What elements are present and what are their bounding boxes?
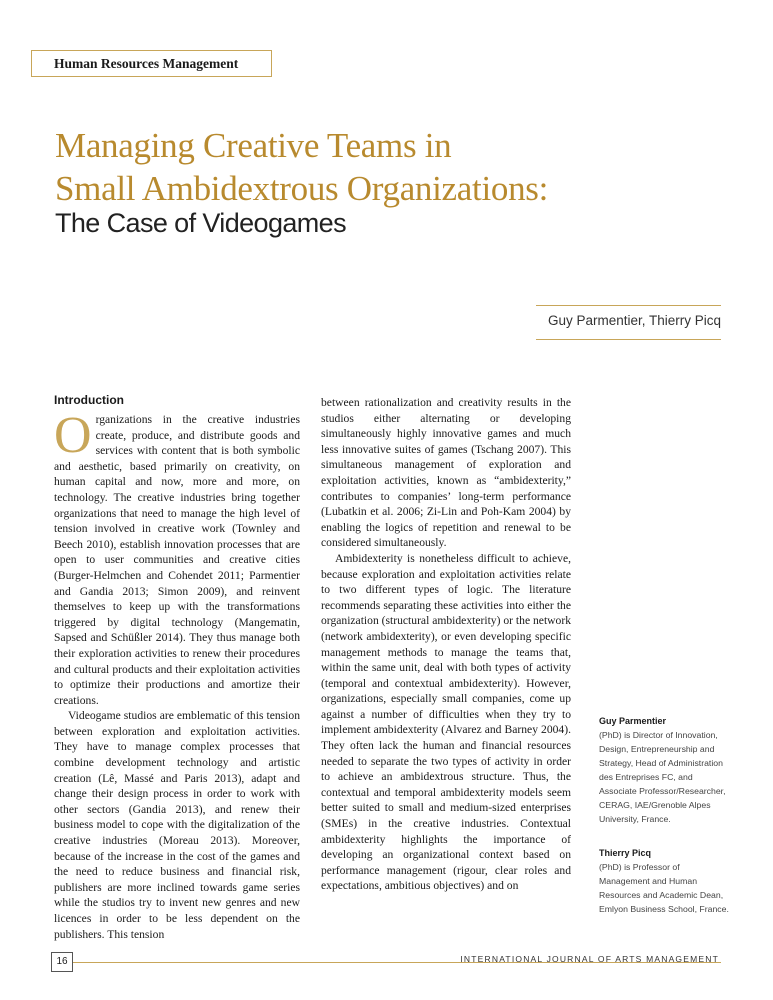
- paragraph-text: rganizations in the creative industries create, produce, and distribute goods and services with content that is both symbolic and aesthetic, based primarily on creativity, on human capital and now, more and more, on technology. The creative industries bring together organizations that need to manage the high level of tension involved in creative work (Townley and Beech 2010), establish innovation processes that are open to user communities and creative cities (Burger-Helmchen and Cohendet 2011; Parmentier and Gandia 2013; Simon 2009), and reinvent themselves to keep up with the transformations triggered by digital technology (Mangematin, Sapsed and Schüßler 2014). They thus manage both their exploration activities to renew their procedures and cultural products and their exploitation activities to optimize their productions and amortize their creations.: [54, 413, 300, 707]
- authors: Guy Parmentier, Thierry Picq: [547, 313, 721, 328]
- drop-cap: O: [54, 407, 92, 464]
- bio-name: Guy Parmentier: [599, 716, 667, 726]
- bio-text: (PhD) is Director of Innovation, Design, Entrepreneurship and Strategy, Head of Administration des Entreprises FC, and Associate Professor/Researcher, CERAG, IAE/Grenoble Alpes University, France.: [599, 730, 726, 824]
- author-bio-picq: [599, 846, 731, 916]
- intro-heading: Introduction: [54, 393, 124, 407]
- author-rule-top: [536, 305, 721, 306]
- section-tag: [31, 50, 272, 77]
- title-line-2: Small Ambidextrous Organizations:: [55, 169, 549, 208]
- article-title: [55, 124, 735, 210]
- paragraph: Videogame studios are emblematic of this tension between exploration and exploitation activities. They have to manage complex processes that combine development technology and artistic creation (Lê, Massé and Paris 2013), adapt and change their design process in order to work with other sectors (Gandia 2013), and renew their business model to cope with the digitalization of the creative industries (Moreau 2013). Moreover, because of the increase in the cost of the games and the need to reduce business and financial risk, publishers are more inclined towards game series while the studios try to invent new genres and new licences in order to be less dependent on the publishers. This tension: [54, 709, 300, 941]
- author-bio-parmentier: [599, 714, 731, 826]
- journal-name: INTERNATIONAL JOURNAL OF ARTS MANAGEMENT: [460, 954, 719, 964]
- bio-name: Thierry Picq: [599, 848, 652, 858]
- section-label: Human Resources Management: [54, 56, 239, 71]
- page-number: 16: [51, 952, 73, 972]
- article-subtitle: The Case of Videogames: [55, 208, 346, 238]
- column-1: [54, 407, 300, 942]
- title-line-1: Managing Creative Teams in: [55, 126, 452, 165]
- column-2: [321, 395, 571, 894]
- paragraph: between rationalization and creativity results in the studios either alternating or developing simultaneously highly innovative games and much less innovative suites of games (Tschang 2007). This simultaneous management of exploration and exploitation activities, known as “ambidexterity,” contributes to companies’ long-term performance (Lubatkin et al. 2006; Zi-Lin and Poh-Kam 2004) by enabling the logics of repetition and renewal to be considered simultaneously.: [321, 396, 571, 550]
- paragraph: [54, 407, 300, 708]
- author-rule-bottom: [536, 339, 721, 340]
- bio-text: (PhD) is Professor of Management and Human Resources and Academic Dean, Emlyon Business School, France.: [599, 862, 729, 914]
- paragraph: Ambidexterity is nonetheless difficult to achieve, because exploration and exploitation activities relate to two different types of logic. The literature recommends separating these activities into either the organization (structural ambidexterity) or the network (network ambidexterity), or even developing specific management methods to manage the teams that, within the same unit, deal with both types of activity (temporal and contextual ambidexterity). However, organizations, especially small companies, come up against a number of difficulties when they try to implement ambidexterity (Alvarez and Barney 2004). They often lack the human and financial resources needed to separate the two types of activity in order to achieve an ambidextrous structure. Thus, the contextual and temporal ambidexterity models seem better suited to small and medium-sized enterprises (SMEs) in the creative industries. Contextual ambidexterity highlights the importance of developing an organizational context based on performance management (rigour, clear roles and expectations, ambitious objectives) and on: [321, 551, 571, 893]
